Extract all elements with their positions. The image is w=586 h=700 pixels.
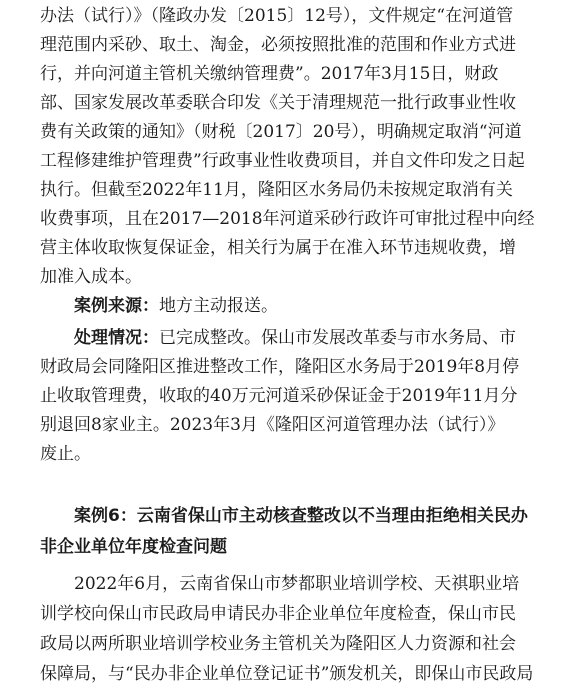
paragraph-line: 财政局会同隆阳区推进整改工作，隆阳区水务局于2019年8月停 xyxy=(40,357,520,377)
paragraph-line: 理范围内采砂、取土、淘金，必须按照批准的范围和作业方式进 xyxy=(40,35,516,55)
case-source-label: 案例来源： xyxy=(74,296,159,316)
paragraph-line: 执行。但截至2022年11月，隆阳区水务局仍未按规定取消有关 xyxy=(40,180,513,200)
handling-text: 已完成整改。保山市发展改革委与市水务局、市 xyxy=(159,328,516,348)
case-source-line xyxy=(74,292,278,321)
paragraph-line: 政局以两所职业培训学校业务主管机关为隆阳区人力资源和社会 xyxy=(40,634,516,654)
paragraph-line: 营主体收取恢复保证金，相关行为属于在准入环节违规收费，增 xyxy=(40,238,516,258)
paragraph-line: 工程修建维护管理费”行政事业性收费项目，并自文件印发之日起 xyxy=(40,151,525,171)
paragraph-line: 费有关政策的通知》（财税〔2017〕20号），明确规定取消“河道 xyxy=(40,122,522,142)
paragraph-line: 别退回8家业主。2023年3月《隆阳区河道管理办法（试行）》 xyxy=(40,415,505,435)
case-source-text: 地方主动报送。 xyxy=(159,296,278,316)
paragraph-line: 止收取管理费，收取的40万元河道采砂保证金于2019年11月分 xyxy=(40,386,518,406)
paragraph-line: 办法（试行）》（隆政办发〔2015〕12号），文件规定“在河道管 xyxy=(40,6,514,26)
paragraph-line: 加准入成本。 xyxy=(40,267,142,287)
paragraph-line: 部、国家发展改革委联合印发《关于清理规范一批行政事业性收 xyxy=(40,93,516,113)
handling-first-line xyxy=(74,324,516,353)
paragraph-line: 收费事项，且在2017—2018年河道采砂行政许可审批过程中向经 xyxy=(40,209,535,229)
handling-label: 处理情况： xyxy=(74,328,159,348)
paragraph-line: 废止。 xyxy=(40,444,91,464)
case-heading-line: 案例6：云南省保山市主动核查整改以不当理由拒绝相关民办 xyxy=(74,506,528,526)
paragraph-line: 保障局，与“民办非企业单位登记证书”颁发机关，即保山市民政局 xyxy=(40,664,534,684)
case-heading-line: 非企业单位年度检查问题 xyxy=(40,537,227,557)
paragraph-line: 训学校向保山市民政局申请民办非企业单位年度检查，保山市民 xyxy=(40,604,516,624)
paragraph-line: 2022年6月，云南省保山市梦都职业培训学校、天祺职业培 xyxy=(74,574,520,594)
paragraph-line: 行，并向河道主管机关缴纳管理费”。2017年3月15日，财政 xyxy=(40,64,499,84)
